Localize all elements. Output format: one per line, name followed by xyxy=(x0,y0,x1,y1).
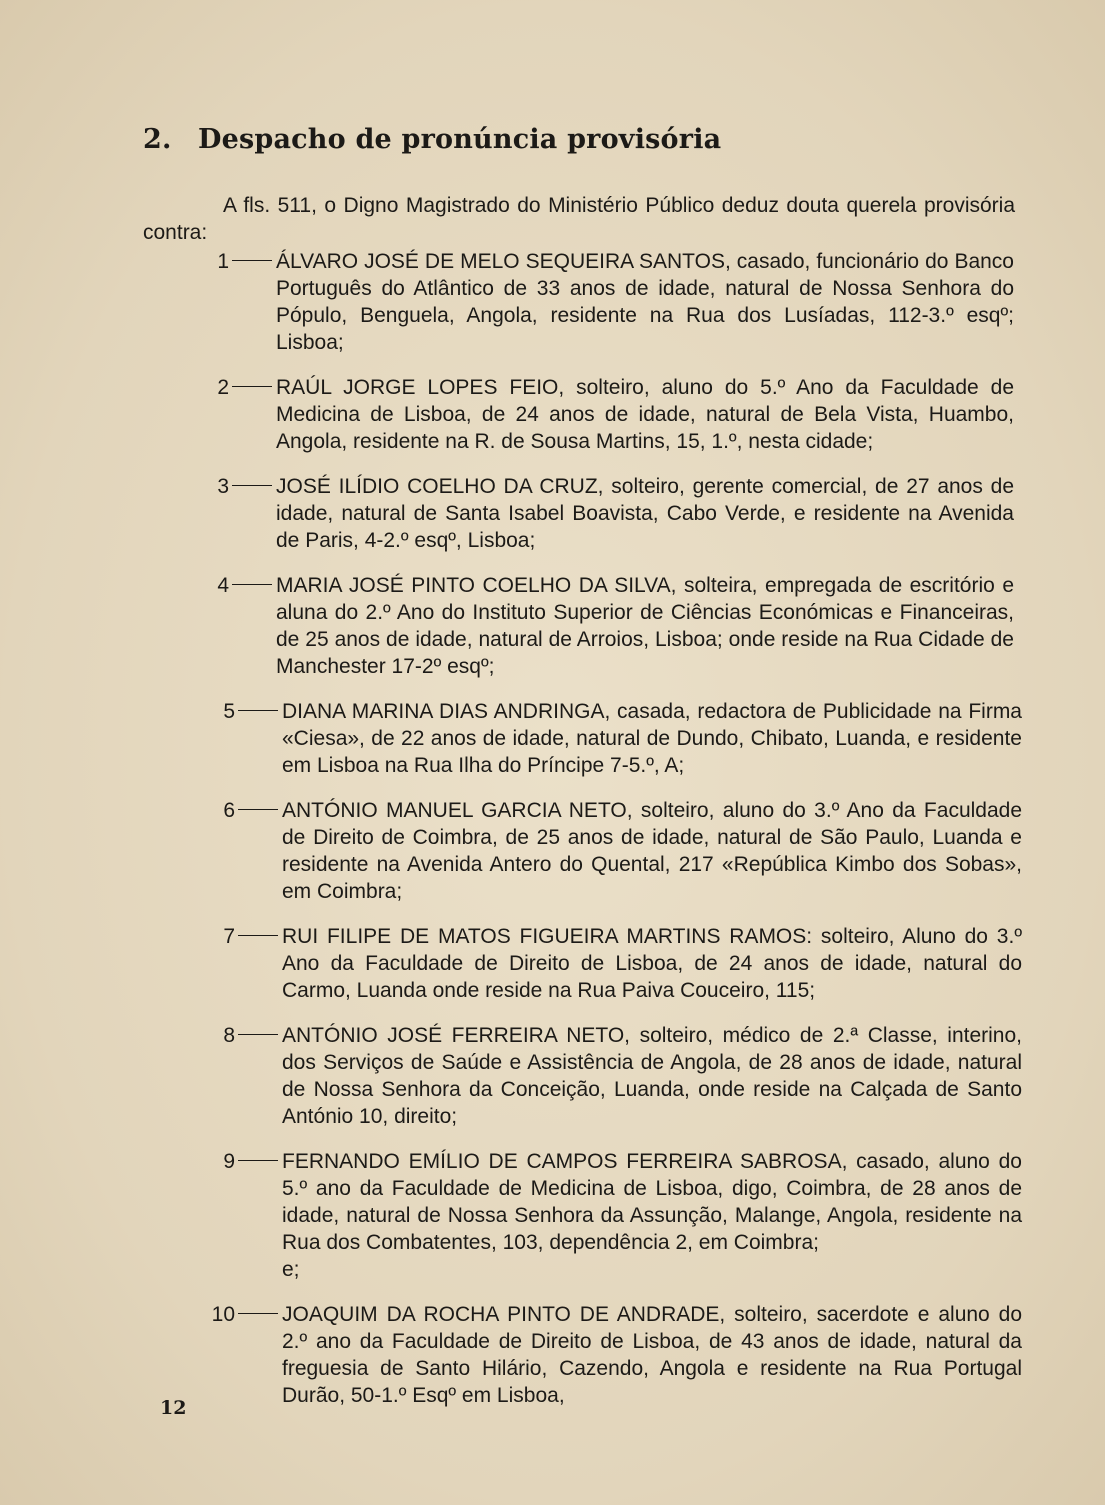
section-number: 2. xyxy=(143,124,172,155)
item-text: FERNANDO EMÍLIO DE CAMPOS FERREIRA SABROSA, casado, aluno do 5.º ano da Faculdade de Medicina de Lisboa, digo, Coimbra, de 28 anos de idade, natural de Nossa Senhora da Assunção, Malange, Angola, residente na Rua dos Combatentes, 103, dependência 2, em Coimbra; xyxy=(282,1150,1022,1254)
item-text: DIANA MARINA DIAS ANDRINGA, casada, redactora de Publicidade na Firma «Ciesa», de 22 anos de idade, natural de Dundo, Chibato, Luanda, e residente em Lisboa na Rua Ilha do Príncipe 7-5.º, A; xyxy=(282,700,1022,777)
list-item xyxy=(0,1301,1105,1409)
item-number: 10 xyxy=(0,1301,282,1409)
item-number: 8 xyxy=(0,1022,282,1130)
item-number: 5 xyxy=(0,698,282,779)
conjunction-text: e; xyxy=(282,1258,300,1281)
item-number: 4 xyxy=(0,572,276,680)
item-text: JOAQUIM DA ROCHA PINTO DE ANDRADE, solteiro, sacerdote e aluno do 2.º ano da Faculdade de Direito de Lisboa, de 43 anos de idade, natural da freguesia de Santo Hilário, Cazendo, Angola e residente na Rua Portugal Durão, 50-1.º Esqº em Lisboa, xyxy=(282,1303,1022,1407)
item-text: RAÚL JORGE LOPES FEIO, solteiro, aluno do 5.º Ano da Faculdade de Medicina de Lisboa, de 24 anos de idade, natural de Bela Vista, Huambo, Angola, residente na R. de Sousa Martins, 15, 1.º, nesta cidade; xyxy=(276,376,1014,453)
item-text: ANTÓNIO JOSÉ FERREIRA NETO, solteiro, médico de 2.ª Classe, interino, dos Serviços de Saúde e Assistência de Angola, de 28 anos de idade, natural de Nossa Senhora da Conceição, Luanda, onde reside na Calçada de Santo António 10, direito; xyxy=(282,1024,1022,1128)
item-text: ÁLVARO JOSÉ DE MELO SEQUEIRA SANTOS, casado, funcionário do Banco Português do Atlântico de 33 anos de idade, natural de Nossa Senhora do Pópulo, Benguela, Angola, residente na Rua dos Lusíadas, 112-3.º esqº; Lisboa; xyxy=(276,250,1014,354)
item-text: JOSÉ ILÍDIO COELHO DA CRUZ, solteiro, gerente comercial, de 27 anos de idade, natural de Santa Isabel Boavista, Cabo Verde, e residente na Avenida de Paris, 4-2.º esqº, Lisboa; xyxy=(276,475,1014,552)
list-item xyxy=(0,1148,1105,1256)
item-number: 3 xyxy=(0,473,276,554)
item-number: 6 xyxy=(0,797,282,905)
item-text: RUI FILIPE DE MATOS FIGUEIRA MARTINS RAMOS: solteiro, Aluno do 3.º Ano da Faculdade de Direito de Lisboa, de 24 anos de idade, natural do Carmo, Luanda onde reside na Rua Paiva Couceiro, 115; xyxy=(282,925,1022,1002)
item-number: 9 xyxy=(0,1148,282,1256)
list-item xyxy=(0,473,1105,554)
defendants-list xyxy=(0,248,1105,1427)
item-number: 2 xyxy=(0,374,276,455)
item-number: 1 xyxy=(0,248,276,356)
section-heading xyxy=(143,124,721,155)
list-item xyxy=(0,1022,1105,1130)
list-item xyxy=(0,698,1105,779)
list-item xyxy=(0,923,1105,1004)
item-number: 7 xyxy=(0,923,282,1004)
list-item xyxy=(0,572,1105,680)
list-item xyxy=(0,374,1105,455)
intro-paragraph: A fls. 511, o Digno Magistrado do Ministério Público deduz douta querela provisória contra: xyxy=(143,194,1015,244)
list-item xyxy=(0,797,1105,905)
item-text: ANTÓNIO MANUEL GARCIA NETO, solteiro, aluno do 3.º Ano da Faculdade de Direito de Coimbra, de 25 anos de idade, natural de São Paulo, Luanda e residente na Avenida Antero do Quental, 217 «República Kimbo dos Sobas», em Coimbra; xyxy=(282,799,1022,903)
page-number: 12 xyxy=(160,1397,187,1419)
section-title: Despacho de pronúncia provisória xyxy=(198,124,722,155)
list-item xyxy=(0,248,1105,356)
item-text: MARIA JOSÉ PINTO COELHO DA SILVA, solteira, empregada de escritório e aluna do 2.º Ano do Instituto Superior de Ciências Económicas e Financeiras, de 25 anos de idade, natural de Arroios, Lisboa; onde reside na Rua Cidade de Manchester 17-2º esqº; xyxy=(276,574,1014,678)
